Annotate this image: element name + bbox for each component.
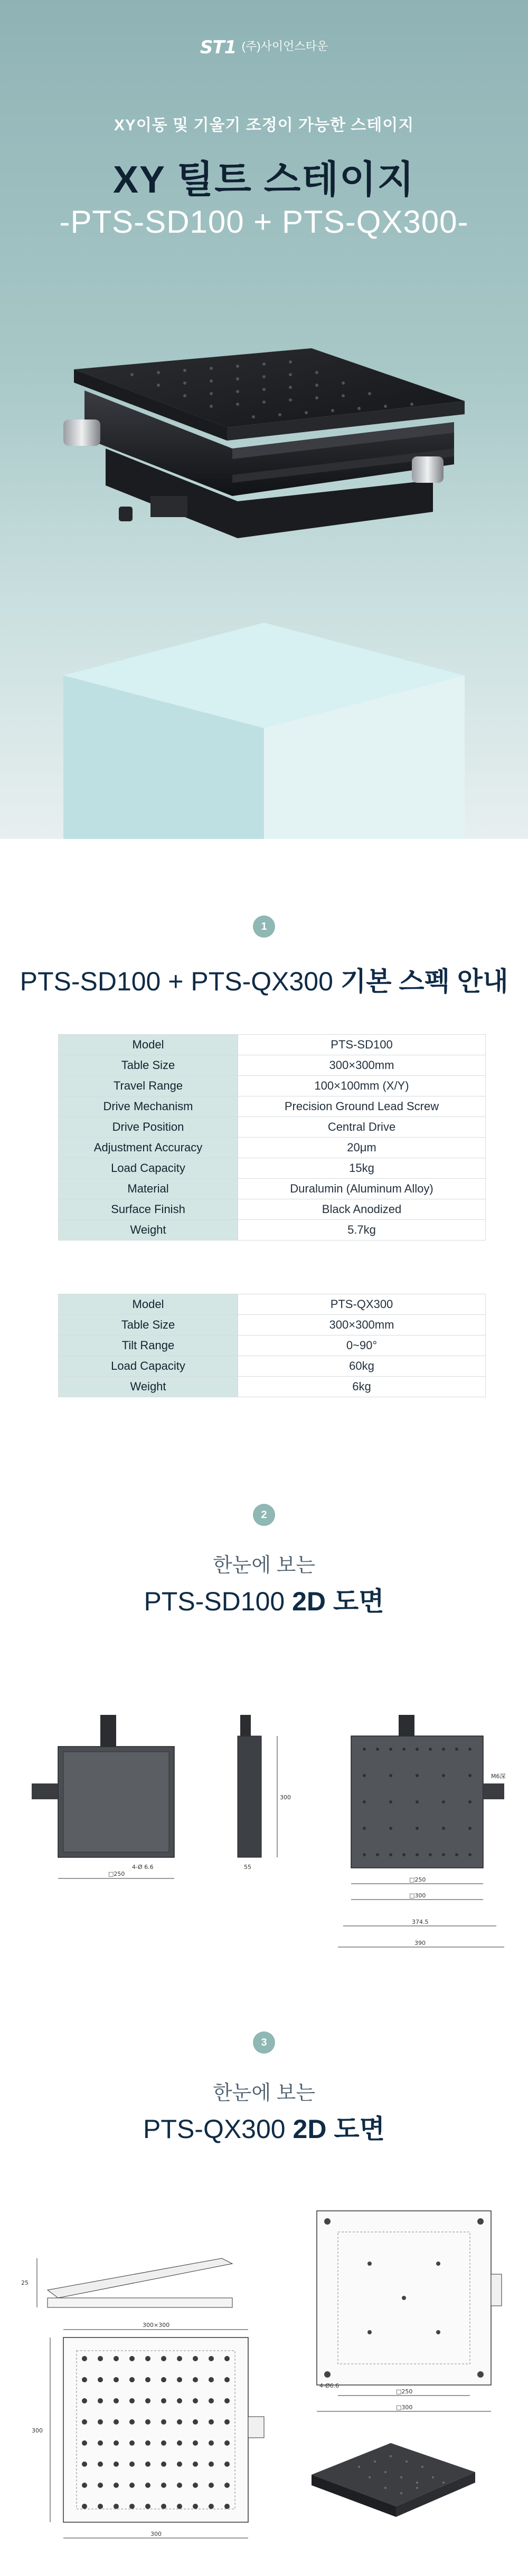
table-row (59, 1096, 486, 1117)
logo-mark: ST1 (200, 37, 237, 58)
spec-value: Black Anodized (238, 1199, 486, 1220)
spec-value: 6kg (238, 1377, 486, 1397)
spec-value: 100×100mm (X/Y) (238, 1076, 486, 1096)
company-name: (주)사이언스타운 (241, 40, 328, 53)
product-image (0, 327, 528, 623)
table-row (59, 1356, 486, 1377)
hero-models: -PTS-SD100 + PTS-QX300- (59, 204, 469, 240)
qx300-height-label: 300 (32, 2427, 43, 2434)
section-1-title-bold: 기본 스펙 안내 (340, 967, 508, 996)
spec-value: PTS-QX300 (238, 1294, 486, 1315)
table-row (59, 1220, 486, 1241)
spec-value: PTS-SD100 (238, 1035, 486, 1055)
sd100-side-view (238, 1715, 291, 1871)
section-2-title-prefix: PTS-SD100 (144, 1587, 285, 1616)
sd100-bolt-label: 4-Ø 6.6 (132, 1864, 154, 1871)
section-2-badge: 2 (253, 1504, 275, 1526)
section-3-pre: 한눈에 보는 (212, 2082, 316, 2104)
spec-value: 5.7kg (238, 1220, 486, 1241)
spec-key: Drive Position (59, 1117, 238, 1138)
qx300-side-view (21, 2258, 232, 2307)
qx300-width-label: 300 (150, 2531, 162, 2537)
table-row (59, 1179, 486, 1199)
spec-key: Model (59, 1035, 238, 1055)
spec-value: 300×300mm (238, 1055, 486, 1076)
section-3-title (0, 2108, 528, 2146)
table-row (59, 1315, 486, 1335)
table-row (59, 1294, 486, 1315)
spec-key: Weight (59, 1377, 238, 1397)
hero-banner (0, 0, 528, 839)
spec-value: 15kg (238, 1158, 486, 1179)
table-row (59, 1138, 486, 1158)
hero-title: XY 틸트 스테이지 (112, 159, 416, 201)
table-row (59, 1076, 486, 1096)
spec-key: Travel Range (59, 1076, 238, 1096)
qx300-grid-label: 300×300 (143, 2322, 170, 2329)
spec-value: Duralumin (Aluminum Alloy) (238, 1179, 486, 1199)
spec-value: 60kg (238, 1356, 486, 1377)
qx300-bolt-note: 4-Ø6.6 (319, 2382, 340, 2389)
brand-logo (0, 37, 528, 58)
spec-key: Material (59, 1179, 238, 1199)
section-3-title-prefix: PTS-QX300 (143, 2114, 286, 2144)
section-2-title-bold: 2D 도면 (292, 1587, 384, 1616)
sd100-width-label: □250 (108, 1871, 125, 1877)
spec-value: Central Drive (238, 1117, 486, 1138)
sd100-top-w5: 390 (414, 1940, 426, 1947)
spec-value: 0~90° (238, 1335, 486, 1356)
spec-key: Table Size (59, 1055, 238, 1076)
table-row (59, 1035, 486, 1055)
qx300-drawing (0, 2179, 528, 2559)
spec-key: Load Capacity (59, 1356, 238, 1377)
section-3-title-bold: 2D 도면 (293, 2114, 385, 2144)
table-row (59, 1199, 486, 1220)
hero-subtitle: XY이동 및 기울기 조정이 가능한 스테이지 (114, 117, 414, 134)
spec-key: Model (59, 1294, 238, 1315)
spec-key: Surface Finish (59, 1199, 238, 1220)
sd100-side-note: M6深 (491, 1773, 506, 1780)
sd100-top-view (338, 1715, 506, 1947)
section-3-badge: 3 (253, 2031, 275, 2054)
spec-key: Weight (59, 1220, 238, 1241)
spec-key: Table Size (59, 1315, 238, 1335)
sd100-top-w2: □250 (409, 1876, 426, 1883)
sd100-drawing (0, 1704, 528, 1979)
qx300-side-h: 25 (21, 2279, 29, 2286)
pedestal-image (0, 591, 528, 839)
qx300-r2-label: □300 (396, 2404, 413, 2411)
spec-value: 300×300mm (238, 1315, 486, 1335)
table-row (59, 1335, 486, 1356)
spec-value: 20μm (238, 1138, 486, 1158)
qx300-top-view (32, 2322, 264, 2538)
section-2-pre: 한눈에 보는 (212, 1554, 316, 1577)
sd100-top-w3: □300 (409, 1892, 426, 1899)
section-2-title (0, 1580, 528, 1618)
sd100-side-width-label: 55 (244, 1864, 251, 1871)
sd100-front-view (32, 1715, 174, 1878)
sd100-height-label: 300 (280, 1794, 291, 1801)
qx300-r1-label: □250 (396, 2388, 413, 2395)
section-1-badge: 1 (253, 915, 275, 938)
table-row (59, 1055, 486, 1076)
spec-key: Load Capacity (59, 1158, 238, 1179)
section-1-title-prefix: PTS-SD100 + PTS-QX300 (20, 967, 333, 996)
spec-key: Tilt Range (59, 1335, 238, 1356)
spec-key: Drive Mechanism (59, 1096, 238, 1117)
table-row (59, 1377, 486, 1397)
spec-table-sd100 (58, 1034, 486, 1241)
spec-key: Adjustment Accuracy (59, 1138, 238, 1158)
sd100-top-w4: 374.5 (412, 1919, 429, 1925)
section-1-title (0, 960, 528, 998)
table-row (59, 1158, 486, 1179)
qx300-right-view (317, 2211, 502, 2411)
table-row (59, 1117, 486, 1138)
spec-table-qx300 (58, 1294, 486, 1397)
spec-value: Precision Ground Lead Screw (238, 1096, 486, 1117)
qx300-iso-thumbnail (312, 2443, 475, 2517)
